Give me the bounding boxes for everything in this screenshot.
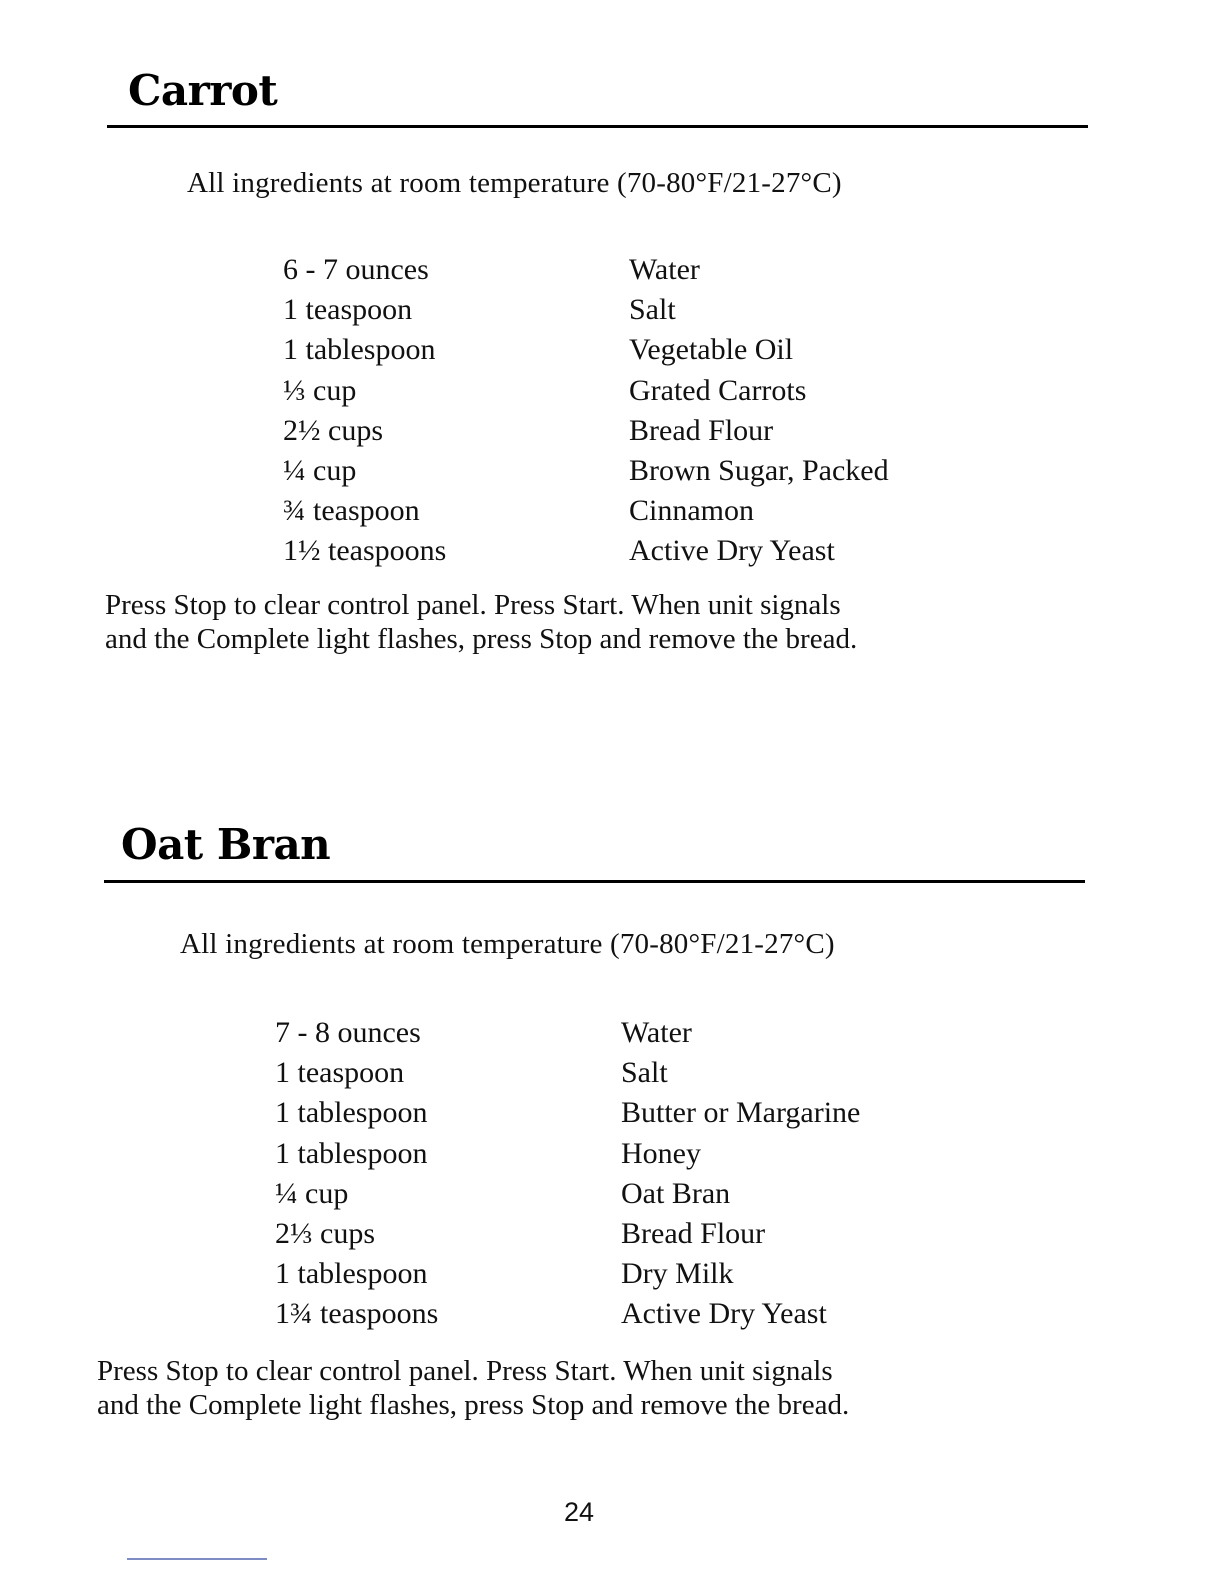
instructions-line: and the Complete light flashes, press Stop and remove the bread. [97,1389,850,1421]
ingredient-name: Honey [621,1136,701,1170]
ingredient-amount: 1 teaspoon [283,293,413,327]
ingredient-name: Bread Flour [621,1216,766,1250]
ingredient-name: Active Dry Yeast [621,1297,827,1331]
ingredient-amount: ¾ teaspoon [283,494,420,528]
ingredient-amount: 2⅓ cups [275,1216,375,1250]
ingredient-amount: 1½ teaspoons [283,534,447,568]
ingredient-name: Cinnamon [629,494,754,528]
ingredient-name: Vegetable Oil [629,333,794,367]
instructions-line: Press Stop to clear control panel. Press Start. When unit signals [105,589,841,621]
ingredient-name: Brown Sugar, Packed [629,453,889,487]
ingredient-name: Oat Bran [621,1176,731,1210]
ingredient-amount: 2½ cups [283,413,383,447]
ingredient-amount: ⅓ cup [283,373,357,407]
ingredient-name: Active Dry Yeast [629,534,835,568]
ingredient-name: Water [629,253,700,286]
page-number: 24 [563,1497,595,1527]
ingredient-amount: 1 tablespoon [275,1257,428,1291]
instructions [97,1354,1097,1422]
ingredient-amount: 7 - 8 ounces [275,1016,421,1049]
ingredient-amount: 1 tablespoon [275,1136,428,1170]
ingredient-amount: ¼ cup [275,1176,349,1210]
ingredient-amount: 1¾ teaspoons [275,1297,439,1331]
recipe-title: Oat Bran [121,820,331,869]
title-rule [107,125,1088,128]
instructions-line: and the Complete light flashes, press Stop and remove the bread. [105,623,858,655]
instructions [105,588,1105,656]
scan-edge-line [127,1558,267,1560]
recipe-title: Carrot [128,66,278,115]
ingredient-name: Dry Milk [621,1257,734,1291]
ingredient-amount: 1 teaspoon [275,1056,405,1090]
ingredient-name: Bread Flour [629,413,774,447]
instructions-line: Press Stop to clear control panel. Press Start. When unit signals [97,1355,833,1387]
ingredient-amount: ¼ cup [283,453,357,487]
ingredient-name: Butter or Margarine [621,1096,861,1130]
ingredient-amount: 6 - 7 ounces [283,253,429,286]
temperature-note: All ingredients at room temperature (70-80°F/21-27°C) [187,167,842,199]
title-rule [104,880,1085,883]
temperature-note: All ingredients at room temperature (70-80°F/21-27°C) [180,928,835,960]
ingredient-name: Water [621,1016,692,1049]
ingredient-name: Grated Carrots [629,373,807,407]
ingredient-amount: 1 tablespoon [283,333,436,367]
ingredient-amount: 1 tablespoon [275,1096,428,1130]
ingredient-name: Salt [621,1056,668,1090]
ingredient-name: Salt [629,293,676,327]
